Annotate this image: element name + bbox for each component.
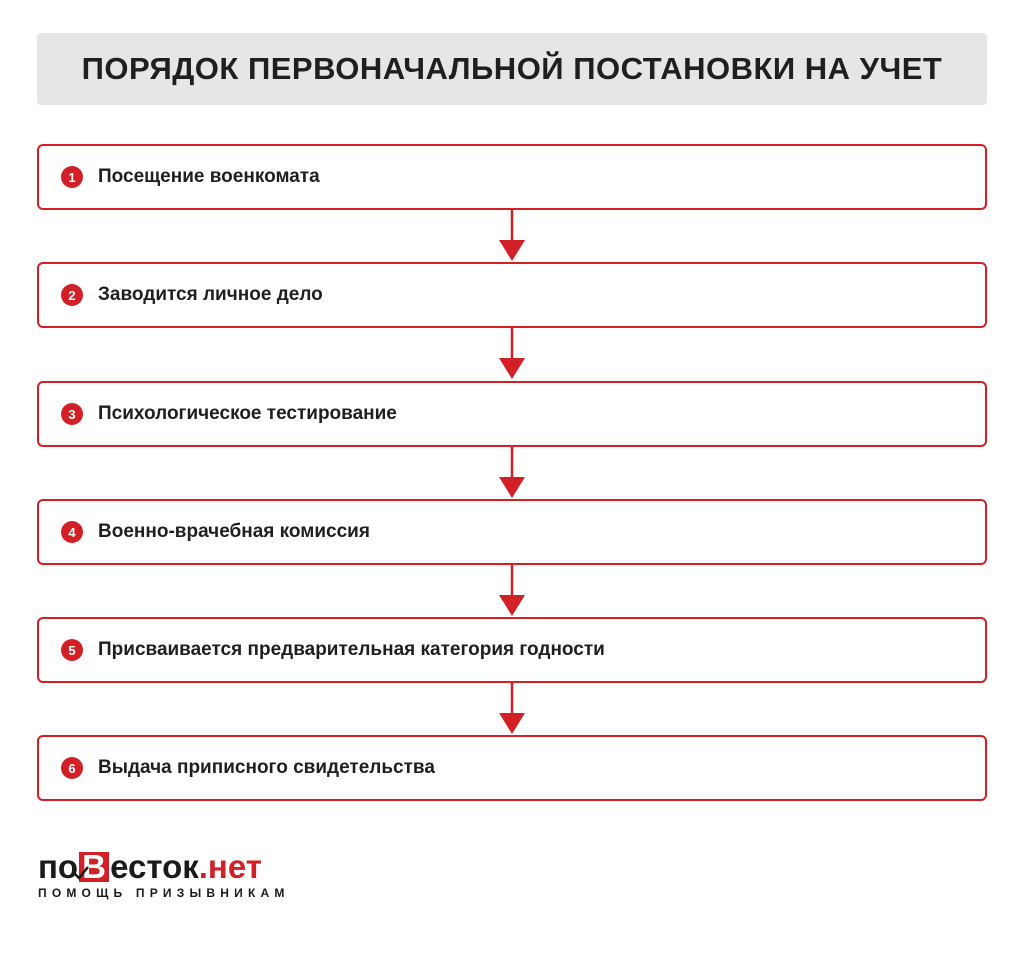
page-title: ПОРЯДОК ПЕРВОНАЧАЛЬНОЙ ПОСТАНОВКИ НА УЧЕТ	[81, 51, 943, 86]
down-arrow-icon	[499, 326, 525, 380]
step-number-badge: 3	[61, 403, 83, 425]
step-5	[37, 617, 987, 683]
down-arrow-icon	[499, 681, 525, 735]
step-1	[37, 144, 987, 210]
step-4	[37, 499, 987, 565]
step-number-badge: 6	[61, 757, 83, 779]
step-label: Присваивается предварительная категория годности	[98, 639, 605, 660]
down-arrow-icon	[499, 563, 525, 617]
step-6	[37, 735, 987, 801]
step-label: Выдача приписного свидетельства	[98, 757, 435, 778]
step-label: Посещение военкомата	[98, 166, 320, 187]
logo-wordmark	[38, 850, 262, 884]
down-arrow-icon	[499, 445, 525, 499]
step-label: Психологическое тестирование	[98, 403, 397, 424]
step-3	[37, 381, 987, 447]
down-arrow-icon	[499, 208, 525, 262]
logo-box-letter	[79, 848, 109, 885]
logo-part-2: есток	[110, 848, 199, 885]
title-bar	[37, 33, 987, 105]
logo-tagline: ПОМОЩЬ ПРИЗЫВНИКАМ	[38, 886, 290, 900]
logo-box-char: В	[82, 848, 107, 885]
step-number-badge: 2	[61, 284, 83, 306]
checkmark-icon	[73, 866, 89, 880]
brand-logo[interactable]	[38, 850, 328, 900]
step-label: Заводится личное дело	[98, 284, 323, 305]
step-2	[37, 262, 987, 328]
step-number-badge: 4	[61, 521, 83, 543]
step-label: Военно-врачебная комиссия	[98, 521, 370, 542]
logo-part-1: по	[38, 848, 79, 885]
step-number-badge: 5	[61, 639, 83, 661]
step-number-badge: 1	[61, 166, 83, 188]
logo-part-3: .нет	[198, 848, 262, 885]
